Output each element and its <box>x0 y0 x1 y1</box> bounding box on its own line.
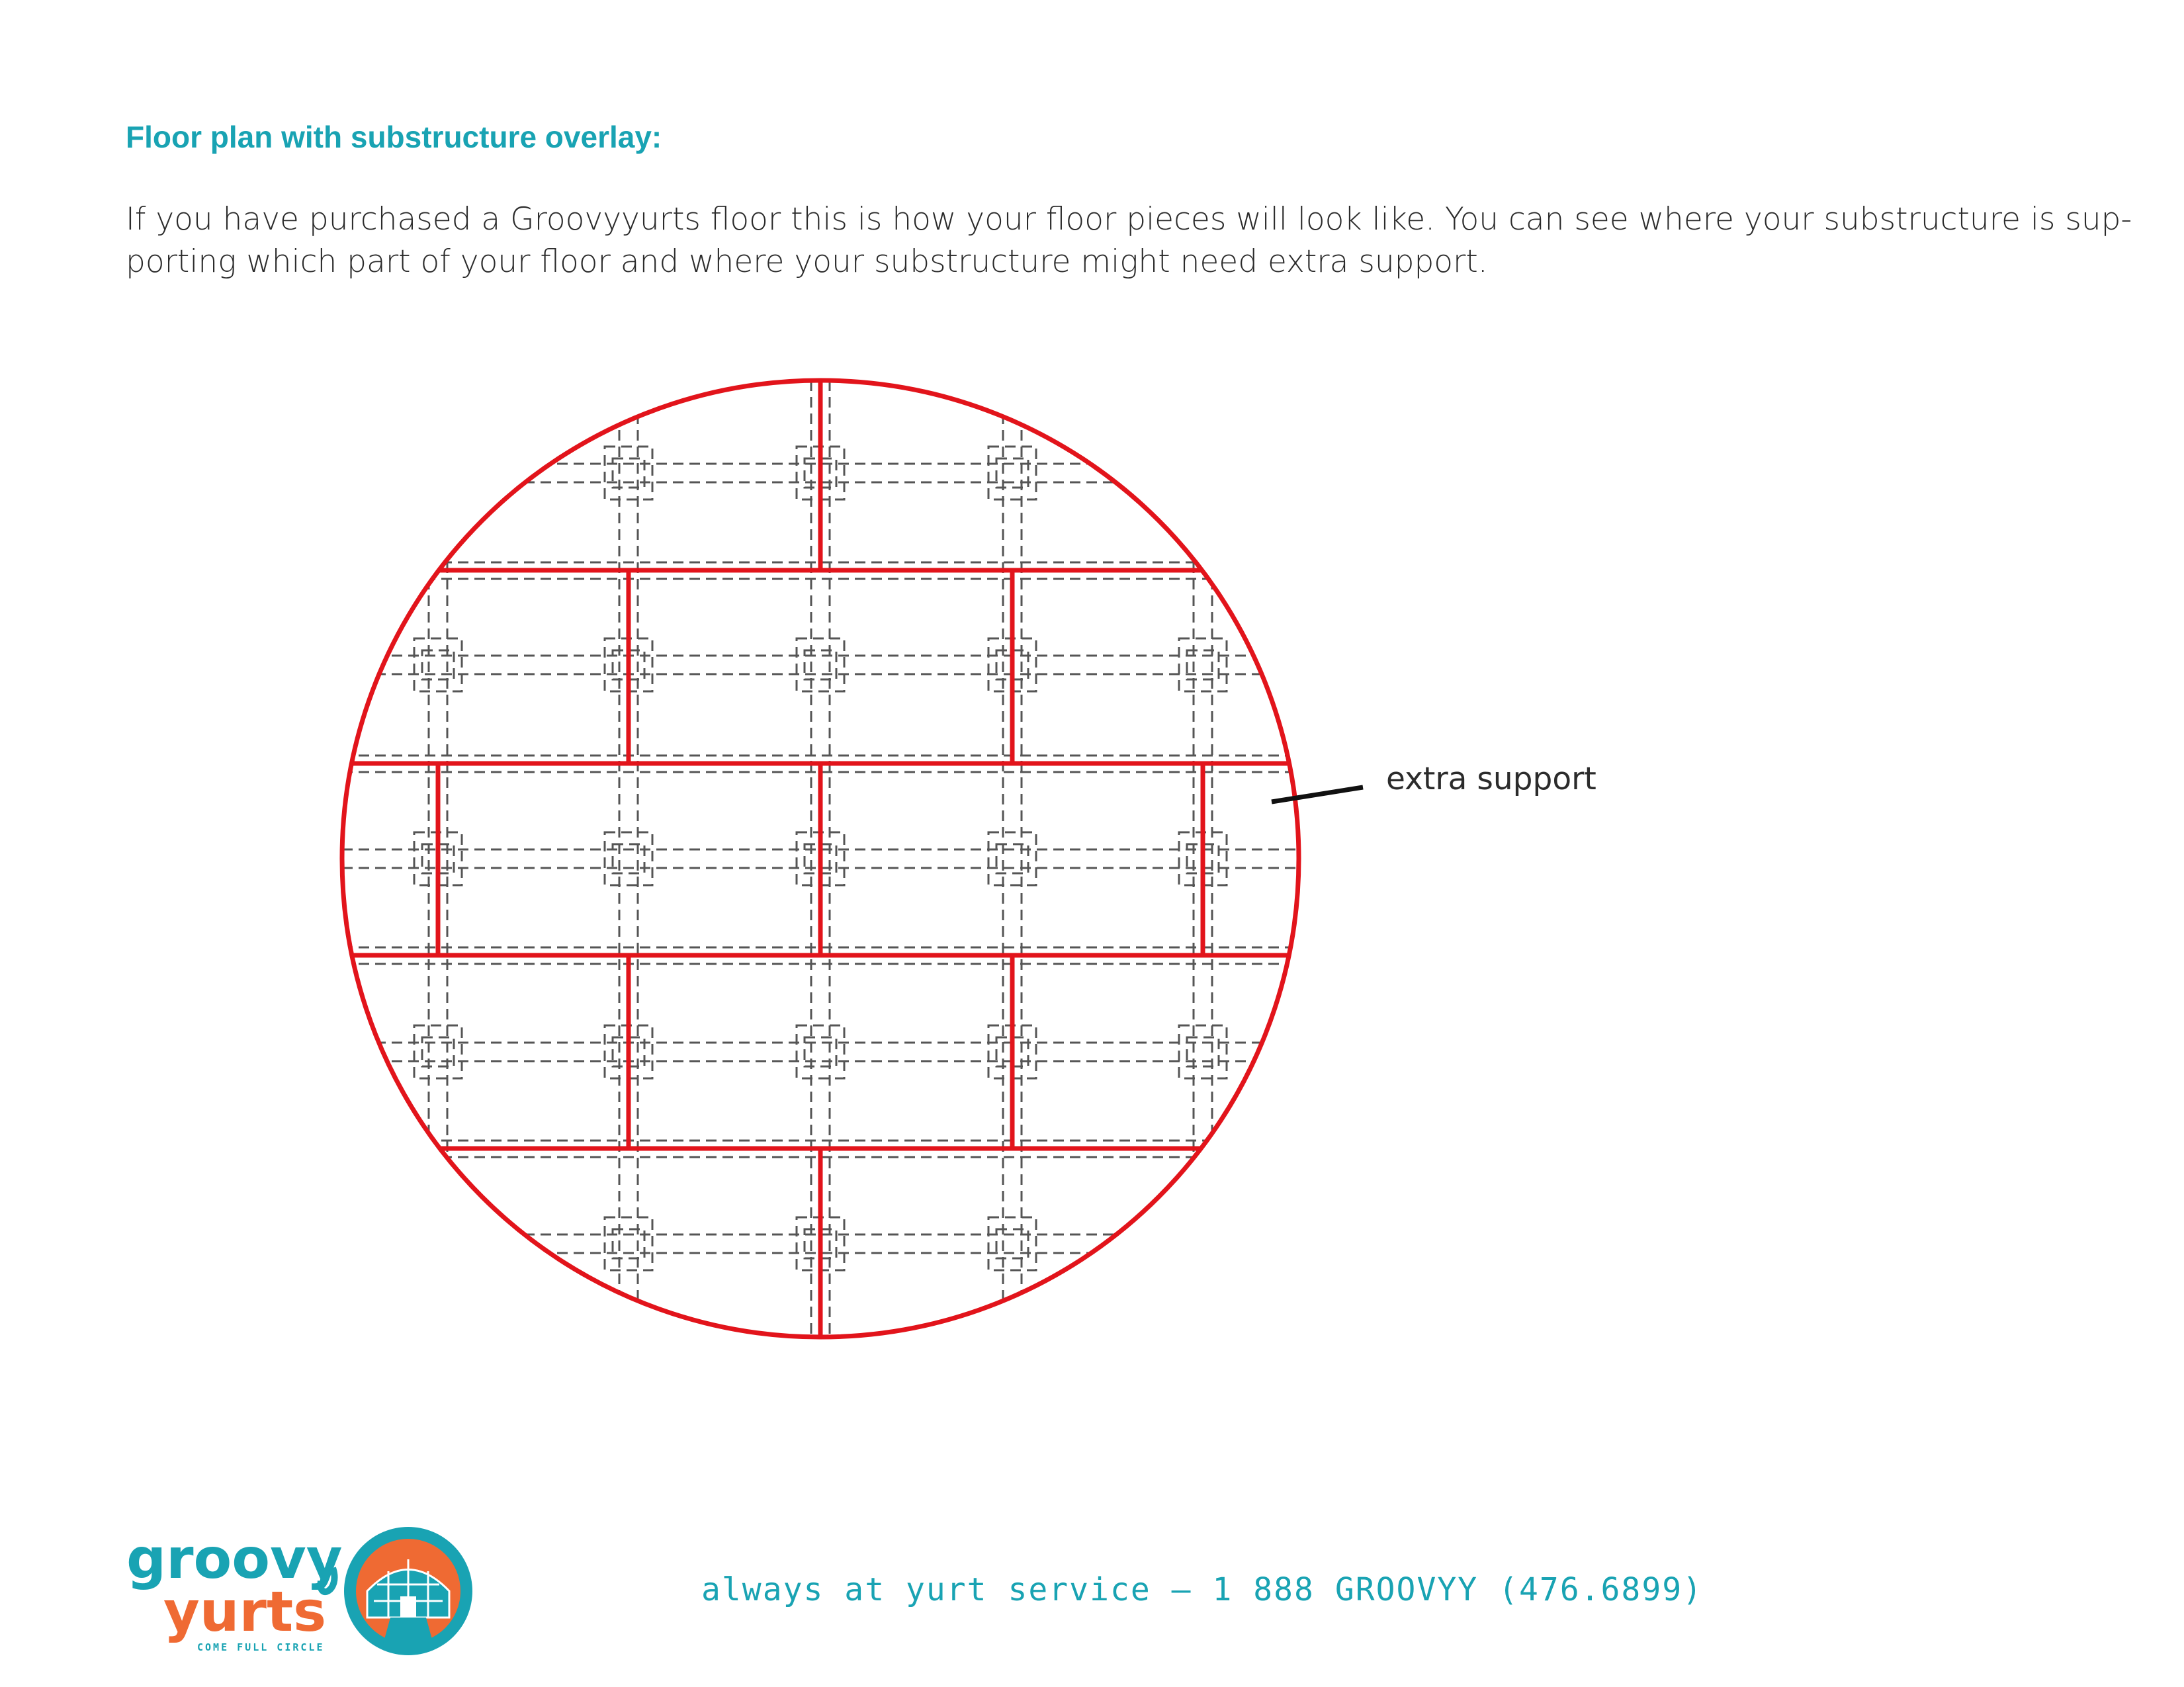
intro-line-2: porting which part of your floor and where your substructure might need extra support. <box>126 243 1488 280</box>
extra-support-callout-line <box>1272 787 1363 802</box>
substructure-connector <box>1187 1229 1219 1258</box>
substructure-connector <box>414 447 462 499</box>
contact-tagline: always at yurt service – 1 888 GROOVYY (476.6899) <box>701 1571 1704 1608</box>
extra-support-label: extra support <box>1386 761 1596 797</box>
page-heading: Floor plan with substructure overlay: <box>126 120 662 154</box>
intro-line-1: If you have purchased a Groovyyurts floor this is how your floor pieces will look like. You can see where your substructure is sup- <box>126 201 2132 238</box>
svg-text:groovy: groovy <box>126 1526 343 1591</box>
substructure-connector <box>1179 447 1227 499</box>
svg-text:COME FULL CIRCLE: COME FULL CIRCLE <box>197 1641 325 1653</box>
substructure-connector <box>1179 1217 1227 1270</box>
substructure-connector <box>422 458 454 488</box>
groovy-yurts-logo <box>122 1518 480 1670</box>
substructure-connector <box>414 1217 462 1270</box>
substructure-connector <box>422 1229 454 1258</box>
substructure-connector <box>1187 458 1219 488</box>
svg-text:yurts: yurts <box>163 1579 327 1644</box>
floor-pieces <box>342 378 1299 1337</box>
